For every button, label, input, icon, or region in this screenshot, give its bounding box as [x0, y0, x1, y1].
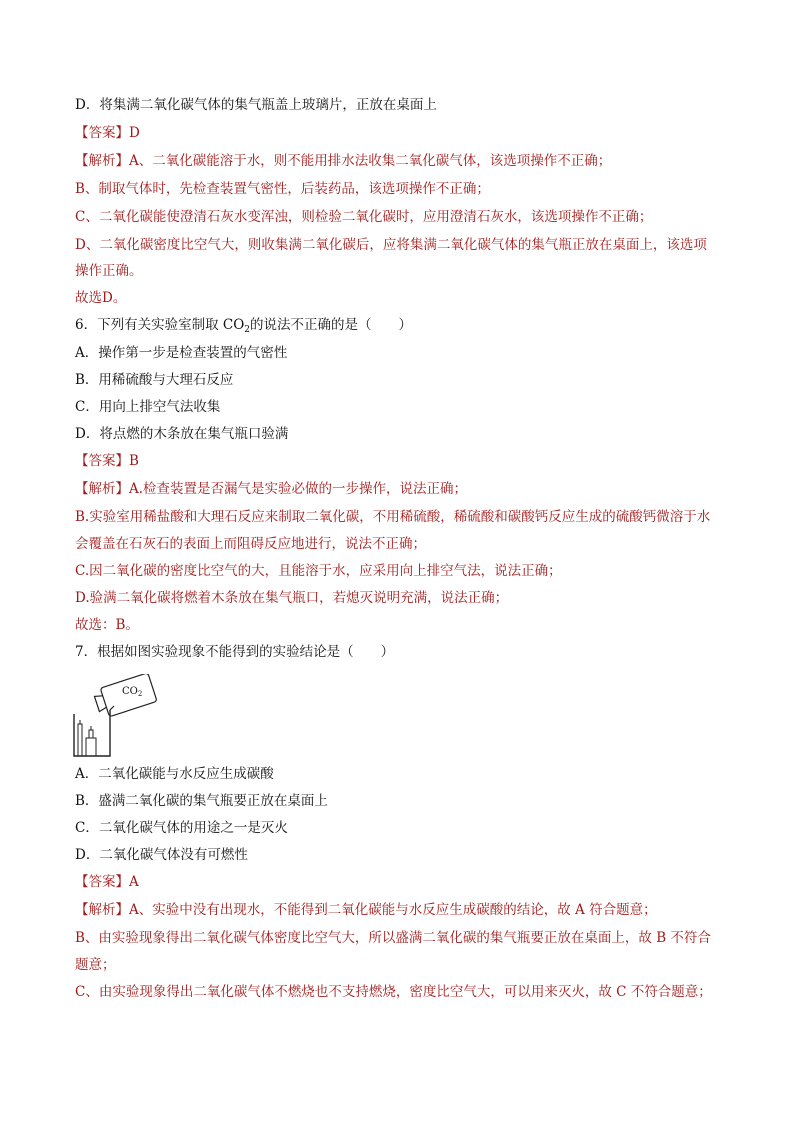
analysis-q5-a: 【解析】A、二氧化碳能溶于水，则不能用排水法收集二氧化碳气体，该选项操作不正确；	[75, 153, 612, 169]
analysis-q6-a: 【解析】A.检查装置是否漏气是实验必做的一步操作，说法正确；	[75, 481, 468, 497]
answer-q5: 【答案】D	[75, 125, 140, 141]
co2-label: $CO_2$	[122, 686, 143, 698]
option-d-q7: D．二氧化碳气体没有可燃性	[75, 847, 248, 863]
analysis-q7-b: B、由实验现象得出二氧化碳气体密度比空气大，所以盛满二氧化碳的集气瓶要正放在桌面上，故 B 不符合	[75, 930, 711, 946]
answer-q7: 【答案】A	[75, 874, 139, 890]
analysis-q6-c: C.因二氧化碳的密度比空气的大，且能溶于水，应采用向上排空气法，说法正确；	[75, 563, 562, 579]
analysis-q7-a: 【解析】A、实验中没有出现水，不能得到二氧化碳能与水反应生成碳酸的结论，故 A 符合题意；	[75, 902, 657, 918]
option-c-q6: C．用向上排空气法收集	[75, 399, 221, 415]
question-6: 6．下列有关实验室制取 $CO_2$的说法不正确的是（ ）	[75, 317, 413, 335]
analysis-q5-c: C、二氧化碳能使澄清石灰水变浑浊，则检验二氧化碳时，应用澄清石灰水，该选项操作不正确；	[75, 209, 653, 225]
conclusion-q6: 故选：B。	[75, 617, 139, 633]
answer-q6: 【答案】B	[75, 453, 139, 469]
option-d-q5: D．将集满二氧化碳气体的集气瓶盖上玻璃片，正放在桌面上	[75, 97, 437, 113]
option-a-q6: A．操作第一步是检查装置的气密性	[75, 345, 288, 361]
analysis-q5-d-cont: 操作正确。	[75, 263, 143, 279]
analysis-q5-d: D、二氧化碳密度比空气大，则收集满二氧化碳后，应将集满二氧化碳气体的集气瓶正放在桌面上，该选项	[75, 237, 707, 253]
option-a-q7: A．二氧化碳能与水反应生成碳酸	[75, 766, 274, 782]
analysis-q7-b-cont: 题意；	[75, 957, 116, 973]
option-d-q6: D．将点燃的木条放在集气瓶口验满	[75, 426, 289, 442]
question-7: 7．根据如图实验现象不能得到的实验结论是（ ）	[75, 644, 395, 660]
option-b-q6: B．用稀硫酸与大理石反应	[75, 372, 234, 388]
analysis-q5-b: B、制取气体时，先检查装置气密性，后装药品，该选项操作不正确；	[75, 181, 490, 197]
conclusion-q5: 故选D。	[75, 290, 127, 306]
co2-experiment-figure	[70, 674, 160, 758]
analysis-q6-d: D.验满二氧化碳将燃着木条放在集气瓶口，若熄灭说明充满，说法正确；	[75, 590, 509, 606]
option-c-q7: C．二氧化碳气体的用途之一是灭火	[75, 820, 288, 836]
analysis-q6-b-cont: 会覆盖在石灰石的表面上而阻碍反应地进行，说法不正确；	[75, 536, 426, 552]
analysis-q6-b: B.实验室用稀盐酸和大理石反应来制取二氧化碳，不用稀硫酸，稀硫酸和碳酸钙反应生成的硫酸钙微溶于水	[75, 509, 711, 525]
analysis-q7-c: C、由实验现象得出二氧化碳气体不燃烧也不支持燃烧，密度比空气大，可以用来灭火，故 C 不符合题意；	[75, 984, 712, 1000]
option-b-q7: B．盛满二氧化碳的集气瓶要正放在桌面上	[75, 793, 328, 809]
beaker-candles-icon	[70, 674, 160, 758]
